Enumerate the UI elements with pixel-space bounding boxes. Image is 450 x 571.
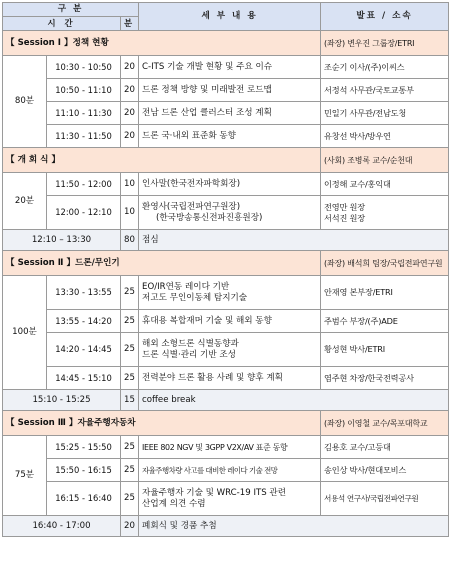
table-row: [3, 436, 449, 459]
closing-title: 폐회식 및 경품 추첨: [139, 516, 449, 537]
row-presenter: 서정석 사무관/국토교통부: [321, 79, 449, 102]
row-presenter: 유창선 박사/방우연: [321, 125, 449, 148]
row-title-line-1: EO/IR연동 레이다 기반: [142, 281, 230, 292]
row-time: 10:30 - 10:50: [47, 56, 121, 79]
row-time: 11:30 - 11:50: [47, 125, 121, 148]
row-title-line-1: 해외 소형드론 식별동향과: [142, 338, 239, 349]
session-1-title: 【 Session Ⅰ 】정책 현황: [3, 31, 321, 56]
header-division: 구 분: [3, 3, 139, 17]
row-title: 자율주행차량 사고를 대비한 레이다 기술 전망: [139, 459, 321, 482]
row-minutes: 25: [121, 459, 139, 482]
table-row: [3, 367, 449, 390]
table-row: [3, 459, 449, 482]
coffee-time: 15:10 - 15:25: [3, 390, 121, 411]
row-title: 전남 드론 산업 클러스터 조성 계획: [139, 102, 321, 125]
table-row: [3, 482, 449, 516]
opening-duration: 20분: [3, 173, 47, 230]
closing-time: 16:40 - 17:00: [3, 516, 121, 537]
row-minutes: 25: [121, 367, 139, 390]
row-presenter: [321, 196, 449, 230]
row-title: [139, 196, 321, 230]
table-row: [3, 173, 449, 196]
row-minutes: 20: [121, 125, 139, 148]
row-time: 11:10 - 11:30: [47, 102, 121, 125]
header-details: 세 부 내 용: [139, 3, 321, 31]
schedule-table-container: [2, 2, 448, 537]
row-title-line-1: 환영사(국립전파연구원장): [142, 201, 241, 212]
lunch-time: 12:10 – 13:30: [3, 230, 121, 251]
row-title: [139, 482, 321, 516]
table-row: [3, 333, 449, 367]
row-presenter-line-1: 전영만 원장: [324, 201, 365, 212]
row-minutes: 25: [121, 333, 139, 367]
row-presenter-line-2: 서석진 원장: [324, 212, 365, 223]
row-title: 휴대용 복합재머 기술 및 해외 동향: [139, 310, 321, 333]
table-row: [3, 310, 449, 333]
coffee-row: [3, 390, 449, 411]
row-time: 15:50 - 16:15: [47, 459, 121, 482]
row-time: 16:15 - 16:40: [47, 482, 121, 516]
row-title: [139, 276, 321, 310]
row-presenter: 김용호 교수/고등대: [321, 436, 449, 459]
header-time: 시 간: [3, 17, 121, 31]
table-row: [3, 125, 449, 148]
opening-title: 【 개 회 식 】: [3, 148, 321, 173]
session-2-chair: (좌장) 배석희 팀장/국립전파연구원: [321, 251, 449, 276]
row-title-line-2: 산업계 의견 수렴: [142, 498, 206, 509]
header-row-top: [3, 3, 449, 17]
row-title: [139, 333, 321, 367]
session-3-chair: (좌장) 이영철 교수/목포대학교: [321, 411, 449, 436]
session-2-duration: 100분: [3, 276, 47, 390]
row-presenter: 이정해 교수/홍익대: [321, 173, 449, 196]
row-title: 드론 정책 방향 및 미래발전 로드맵: [139, 79, 321, 102]
row-minutes: 20: [121, 56, 139, 79]
session-3-title: 【 Session Ⅲ 】자율주행자동차: [3, 411, 321, 436]
closing-minutes: 20: [121, 516, 139, 537]
row-time: 14:20 - 14:45: [47, 333, 121, 367]
row-time: 11:50 - 12:00: [47, 173, 121, 196]
row-presenter: 안재영 본부장/ETRI: [321, 276, 449, 310]
lunch-row: [3, 230, 449, 251]
row-minutes: 25: [121, 276, 139, 310]
table-row: [3, 79, 449, 102]
table-row: [3, 102, 449, 125]
session-1-chair: (좌장) 변우진 그룹장/ETRI: [321, 31, 449, 56]
row-minutes: 25: [121, 436, 139, 459]
row-minutes: 25: [121, 310, 139, 333]
row-time: 10:50 - 11:10: [47, 79, 121, 102]
table-row: [3, 276, 449, 310]
row-title-line-2: 저고도 무인이동체 탐지기술: [142, 292, 248, 303]
row-time: 13:55 - 14:20: [47, 310, 121, 333]
lunch-minutes: 80: [121, 230, 139, 251]
row-title-line-2: 드론 식별·관리 기반 조성: [142, 349, 236, 360]
row-time: 14:45 - 15:10: [47, 367, 121, 390]
session-2-title: 【 Session Ⅱ 】드론/무인기: [3, 251, 321, 276]
row-presenter: 송인상 박사/현대모비스: [321, 459, 449, 482]
schedule-table: [2, 2, 449, 537]
row-minutes: 20: [121, 79, 139, 102]
row-presenter: 황성현 박사/ETRI: [321, 333, 449, 367]
row-title-line-1: 자율주행자 기술 및 WRC-19 ITS 관련: [142, 487, 287, 498]
session-3-duration: 75분: [3, 436, 47, 516]
row-presenter: 주범수 부장/(주)ADE: [321, 310, 449, 333]
row-presenter: 조순기 이사/(주)이씨스: [321, 56, 449, 79]
row-presenter: 민일기 사무관/전남도청: [321, 102, 449, 125]
header-minutes: 분: [121, 17, 139, 31]
coffee-minutes: 15: [121, 390, 139, 411]
row-title: C-ITS 기술 개발 현황 및 주요 이슈: [139, 56, 321, 79]
lunch-title: 점심: [139, 230, 449, 251]
row-presenter: 염주현 차장/한국전력공사: [321, 367, 449, 390]
session-2-header: [3, 251, 449, 276]
row-minutes: 10: [121, 196, 139, 230]
row-title: IEEE 802 NGV 및 3GPP V2X/AV 표준 동향: [139, 436, 321, 459]
opening-header: [3, 148, 449, 173]
row-title: 전력분야 드론 활용 사례 및 향후 계획: [139, 367, 321, 390]
closing-row: [3, 516, 449, 537]
row-minutes: 10: [121, 173, 139, 196]
row-title: 인사말(한국전자파학회장): [139, 173, 321, 196]
row-minutes: 25: [121, 482, 139, 516]
row-minutes: 20: [121, 102, 139, 125]
session-3-header: [3, 411, 449, 436]
row-title: 드론 국·내외 표준화 동향: [139, 125, 321, 148]
session-1-duration: 80분: [3, 56, 47, 148]
coffee-title: coffee break: [139, 390, 449, 411]
opening-chair: (사회) 조병록 교수/순천대: [321, 148, 449, 173]
row-time: 12:00 - 12:10: [47, 196, 121, 230]
row-presenter: 서용석 연구사/국립전파연구원: [321, 482, 449, 516]
table-row: [3, 196, 449, 230]
header-presenter: 발표 / 소속: [321, 3, 449, 31]
row-title-line-2: (한국방송통신전파진흥원장): [156, 212, 263, 223]
session-1-header: [3, 31, 449, 56]
row-time: 13:30 - 13:55: [47, 276, 121, 310]
table-row: [3, 56, 449, 79]
row-time: 15:25 - 15:50: [47, 436, 121, 459]
